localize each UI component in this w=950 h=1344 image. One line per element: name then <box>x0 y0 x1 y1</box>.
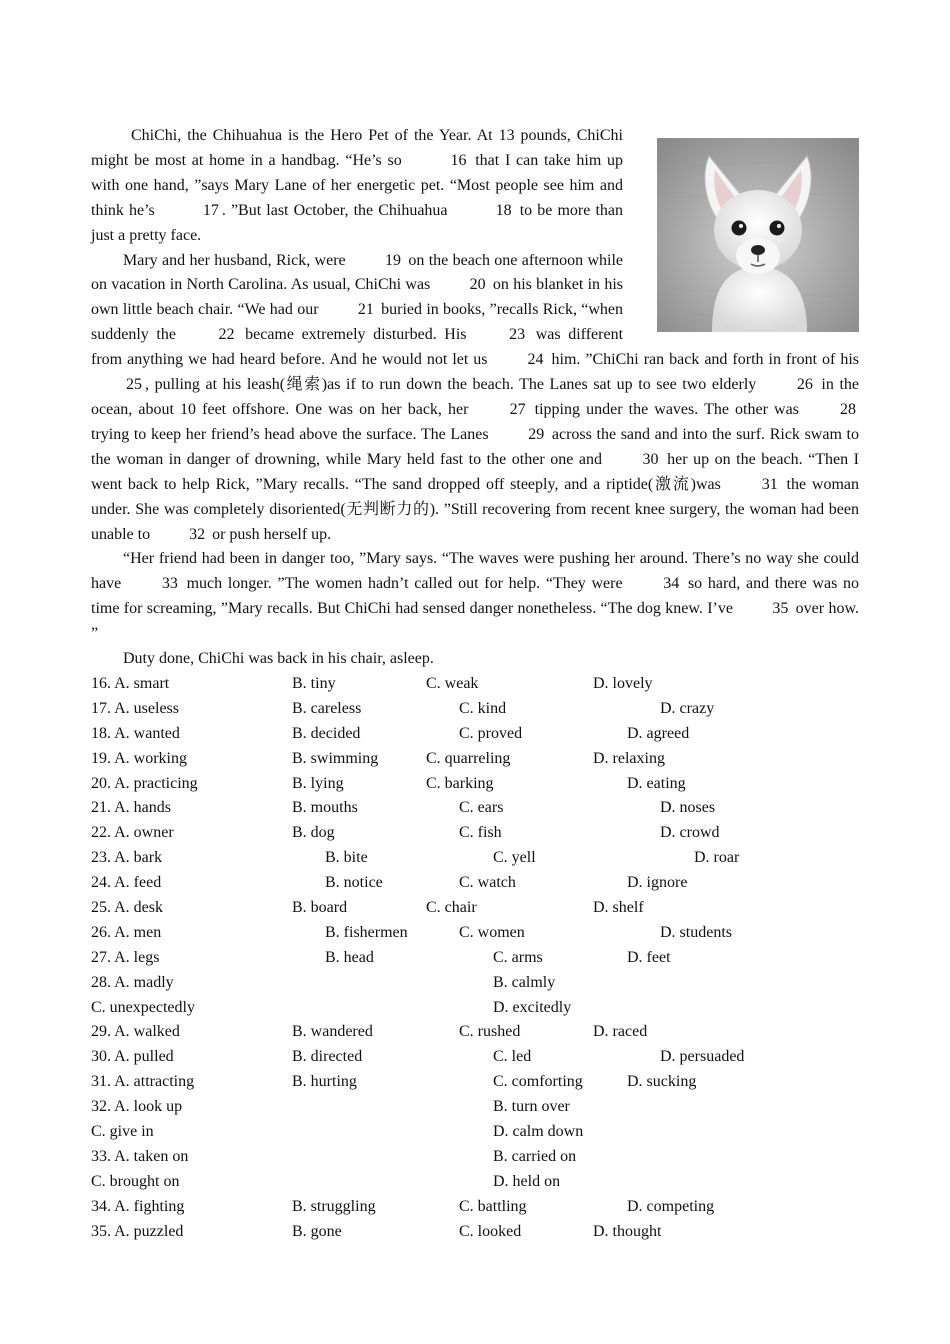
option-text: D. crazy <box>660 699 715 717</box>
blank-23: 23 <box>509 326 526 344</box>
blank-27: 27 <box>509 400 526 418</box>
option-text: C. chair <box>426 898 477 916</box>
option-text: 27. A. legs <box>91 948 160 966</box>
option-text: B. fishermen <box>325 923 408 941</box>
option-text: D. sucking <box>627 1073 697 1091</box>
question-row <box>91 697 859 722</box>
option-text: C. fish <box>459 824 502 842</box>
option-text: C. kind <box>459 699 507 717</box>
question-list <box>91 672 859 1244</box>
option-text: B. dog <box>292 824 335 842</box>
option-text: D. relaxing <box>593 749 665 767</box>
option-text: 21. A. hands <box>91 799 171 817</box>
question-row <box>91 896 859 921</box>
blank-24: 24 <box>527 351 544 369</box>
blank-20: 20 <box>469 276 486 294</box>
option-text: 18. A. wanted <box>91 724 180 742</box>
option-text: 31. A. attracting <box>91 1073 195 1091</box>
question-row <box>91 1070 859 1095</box>
option-text: 24. A. feed <box>91 874 162 892</box>
question-row <box>91 971 859 996</box>
passage-paragraph-2: Mary and her husband, Rick, were 19 on the beach one afternoon while on vacation in North Carolina. As usual, ChiChi was 20 on his blanket in his own little beach chair. “We had our 21 buried in books, ”recalls Rick, “when suddenly the 22 became extremely disturbed. His 23 was different from anything we had heard before. And he would not let us 24 him. ”ChiChi ran back and forth in front of his 25 , pulling at his leash(绳索)as if to run down the beach. The Lanes sat up to see two elderly 26 in the ocean, about 10 feet offshore. One was on her back, her 27 tipping under the waves. The other was 28 trying to keep her friend’s head above the surface. The Lanes 29 across the sand and into the surf. Rick swam to the woman in danger of drowning, while Mary held fast to the other one and 30 her up on the beach. “Then I went back to help Rick, ”Mary recalls. “The sand dropped off steeply, and a riptide(激流)was 31 the woman under. She was completely disoriented(无判断力的). ”Still recovering from recent knee surgery, the woman had been unable to 32 or push herself up. <box>91 249 859 548</box>
question-row <box>91 1045 859 1070</box>
question-row <box>91 1220 859 1245</box>
option-text: 34. A. fighting <box>91 1197 185 1215</box>
option-text: C. battling <box>459 1197 527 1215</box>
blank-22: 22 <box>218 326 235 344</box>
option-text: D. raced <box>593 1023 648 1041</box>
option-text: D. ignore <box>627 874 688 892</box>
option-text: C. barking <box>426 774 494 792</box>
question-row <box>91 772 859 797</box>
option-text: B. turn over <box>493 1098 570 1116</box>
option-text: 29. A. walked <box>91 1023 180 1041</box>
option-text: 22. A. owner <box>91 824 174 842</box>
blank-35: 35 <box>772 600 789 618</box>
blank-28: 28 <box>840 400 857 418</box>
option-text: B. head <box>325 948 374 966</box>
question-row <box>91 1120 859 1145</box>
option-text: D. calm down <box>493 1122 584 1140</box>
option-text: B. wandered <box>292 1023 373 1041</box>
blank-19: 19 <box>385 251 401 269</box>
blank-34: 34 <box>663 575 680 593</box>
option-text: D. roar <box>694 849 740 867</box>
option-text: C. ears <box>459 799 504 817</box>
option-text: 16. A. smart <box>91 674 170 692</box>
option-text: B. lying <box>292 774 344 792</box>
option-text: C. proved <box>459 724 523 742</box>
option-text: B. mouths <box>292 799 358 817</box>
option-text: C. unexpectedly <box>91 998 195 1016</box>
option-text: B. decided <box>292 724 361 742</box>
option-text: C. arms <box>493 948 543 966</box>
option-text: B. directed <box>292 1048 363 1066</box>
option-text: D. lovely <box>593 674 653 692</box>
question-row <box>91 1170 859 1195</box>
option-text: B. struggling <box>292 1197 376 1215</box>
option-text: D. shelf <box>593 898 644 916</box>
question-row <box>91 1095 859 1120</box>
option-text: C. looked <box>459 1222 522 1240</box>
option-text: D. feet <box>627 948 671 966</box>
blank-32: 32 <box>189 525 206 543</box>
option-text: 30. A. pulled <box>91 1048 174 1066</box>
option-text: C. watch <box>459 874 516 892</box>
question-row <box>91 796 859 821</box>
option-text: B. carried on <box>493 1147 577 1165</box>
option-text: 28. A. madly <box>91 973 174 991</box>
option-text: 33. A. taken on <box>91 1147 189 1165</box>
option-text: B. bite <box>325 849 368 867</box>
option-text: D. eating <box>627 774 686 792</box>
option-text: B. board <box>292 898 348 916</box>
option-text: B. careless <box>292 699 362 717</box>
option-text: D. thought <box>593 1222 662 1240</box>
option-text: C. women <box>459 923 525 941</box>
option-text: B. calmly <box>493 973 556 991</box>
question-row <box>91 921 859 946</box>
blank-31: 31 <box>761 475 778 493</box>
option-text: D. held on <box>493 1172 561 1190</box>
document-page <box>91 124 859 1244</box>
option-text: B. notice <box>325 874 383 892</box>
option-text: 17. A. useless <box>91 699 179 717</box>
question-row <box>91 672 859 697</box>
option-text: 26. A. men <box>91 923 162 941</box>
question-row <box>91 996 859 1021</box>
option-text: D. excitedly <box>493 998 572 1016</box>
question-row <box>91 747 859 772</box>
question-row <box>91 871 859 896</box>
option-text: 32. A. look up <box>91 1098 183 1116</box>
option-text: B. swimming <box>292 749 379 767</box>
option-text: 20. A. practicing <box>91 774 198 792</box>
blank-25: 25 <box>126 376 142 394</box>
option-text: C. rushed <box>459 1023 521 1041</box>
question-row <box>91 846 859 871</box>
option-text: 35. A. puzzled <box>91 1222 184 1240</box>
option-text: C. give in <box>91 1122 154 1140</box>
blank-30: 30 <box>642 450 659 468</box>
option-text: D. noses <box>660 799 716 817</box>
passage-paragraph-4: Duty done, ChiChi was back in his chair, asleep. <box>123 650 434 668</box>
blank-33: 33 <box>161 575 178 593</box>
option-text: B. hurting <box>292 1073 357 1091</box>
option-text: C. comforting <box>493 1073 583 1091</box>
blank-26: 26 <box>796 376 813 394</box>
option-text: 23. A. bark <box>91 849 163 867</box>
option-text: D. crowd <box>660 824 720 842</box>
option-text: D. students <box>660 923 732 941</box>
option-text: D. agreed <box>627 724 690 742</box>
question-row <box>91 1145 859 1170</box>
passage-paragraph-1: ChiChi, the Chihuahua is the Hero Pet of the Year. At 13 pounds, ChiChi might be most at home in a handbag. “He’s so 16 that I can take him up with one hand, ”says Mary Lane of her energetic pet. “Most people see him and think he’s 17 . ”But last October, the Chihuahua 18 to be more than just a pretty face. <box>91 127 623 244</box>
option-text: C. brought on <box>91 1172 180 1190</box>
blank-29: 29 <box>528 425 545 443</box>
option-text: 25. A. desk <box>91 898 163 916</box>
option-text: C. weak <box>426 674 479 692</box>
passage-paragraph-3: “Her friend had been in danger too, ”Mary says. “The waves were pushing her around. There’s no way she could have 33 much longer. ”The women hadn’t called out for help. “They were 34 so hard, and there was no time for screaming, ”Mary recalls. But ChiChi had sensed danger nonetheless. “The dog knew. I’ve 35 over how. ” <box>91 550 859 643</box>
option-text: D. persuaded <box>660 1048 745 1066</box>
option-text: C. yell <box>493 849 536 867</box>
blank-17: 17 <box>202 201 219 219</box>
blank-21: 21 <box>357 301 374 319</box>
option-text: 19. A. working <box>91 749 187 767</box>
option-text: C. led <box>493 1048 532 1066</box>
question-row <box>91 1020 859 1045</box>
question-row <box>91 722 859 747</box>
question-row <box>91 821 859 846</box>
chihuahua-photo <box>657 138 859 332</box>
blank-16: 16 <box>450 151 467 169</box>
option-text: D. competing <box>627 1197 715 1215</box>
option-text: B. tiny <box>292 674 336 692</box>
question-row <box>91 946 859 971</box>
option-text: B. gone <box>292 1222 342 1240</box>
dog-image-icon <box>657 138 859 332</box>
blank-18: 18 <box>495 201 512 219</box>
question-row <box>91 1195 859 1220</box>
option-text: C. quarreling <box>426 749 511 767</box>
